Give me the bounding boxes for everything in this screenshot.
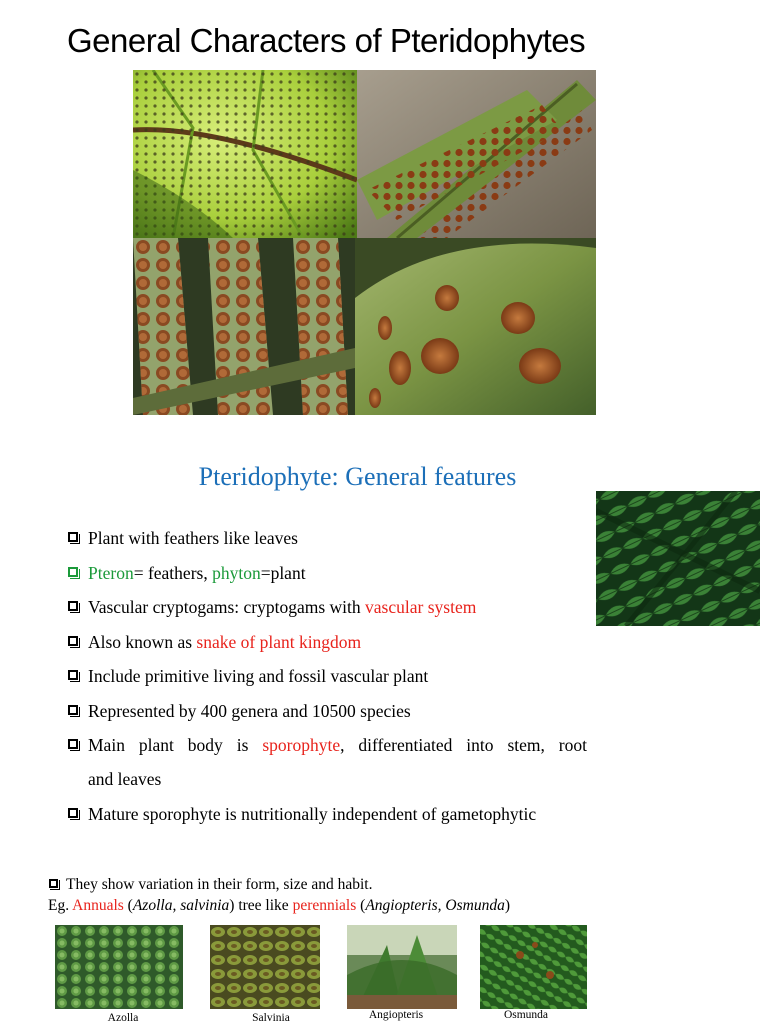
term-pteron: Pteron [88,562,134,583]
checkbox-bullet-icon [68,808,78,818]
section-subtitle: Pteridophyte: General features [198,462,517,491]
angiopteris-image [347,925,457,1009]
osmunda-caption: Osmunda [503,1009,549,1021]
fern-pinnae-sori-closeup-image [133,238,355,415]
list-item: Pteron= feathers, phyton=plant [67,561,587,586]
list-item: Represented by 400 genera and 10500 species [67,699,587,724]
checkbox-bullet-icon [68,739,78,749]
highlight-sporophyte: sporophyte [262,735,341,755]
salvinia-caption: Salvinia [252,1012,290,1024]
list-item: Include primitive living and fossil vascular plant [67,664,587,689]
variation-text [48,874,510,916]
features-list [67,526,587,836]
term-phyton: phyton [212,562,261,583]
checkbox-bullet-icon [68,670,78,680]
examples-line: Eg. Annuals (Azolla, salvinia) tree like perennials (Angiopteris, Osmunda) [48,897,510,914]
term-perennials: perennials [292,897,357,914]
checkbox-bullet-icon [68,705,78,715]
perennial-examples: Angiopteris, Osmunda [365,897,505,914]
checkbox-bullet-icon [68,567,78,577]
checkbox-bullet-icon [68,532,78,542]
highlight-vascular-system: vascular system [365,597,477,617]
osmunda-image [480,925,587,1009]
list-item: Mature sporophyte is nutritionally independent of gametophytic [67,802,587,827]
salvinia-image [210,925,320,1009]
fern-leaf-round-sori-image [355,238,596,415]
angiopteris-caption: Angiopteris [368,1009,424,1021]
fern-foliage-image [596,491,760,626]
list-item-continuation: and leaves [88,769,162,789]
list-item: Vascular cryptogams: cryptogams with vascular system [67,595,587,620]
list-item: They show variation in their form, size and habit. [48,874,510,895]
fern-photo-collage [133,70,596,415]
fern-frond-sori-dots-image [133,70,357,238]
term-annuals: Annuals [72,897,124,914]
fern-frond-brown-sori-image [357,70,596,238]
list-item: Main plant body is sporophyte, differentiated into stem, root [67,733,587,758]
checkbox-bullet-icon [68,601,78,611]
list-item: Also known as snake of plant kingdom [67,630,587,655]
checkbox-bullet-icon [68,636,78,646]
page-title: General Characters of Pteridophytes [67,22,586,59]
azolla-caption: Azolla [107,1012,139,1024]
azolla-image [55,925,183,1009]
list-item: Plant with feathers like leaves [67,526,587,551]
annual-examples: Azolla, salvinia [132,897,230,914]
checkbox-bullet-icon [49,879,58,888]
highlight-snake-of-plant-kingdom: snake of plant kingdom [196,631,362,652]
